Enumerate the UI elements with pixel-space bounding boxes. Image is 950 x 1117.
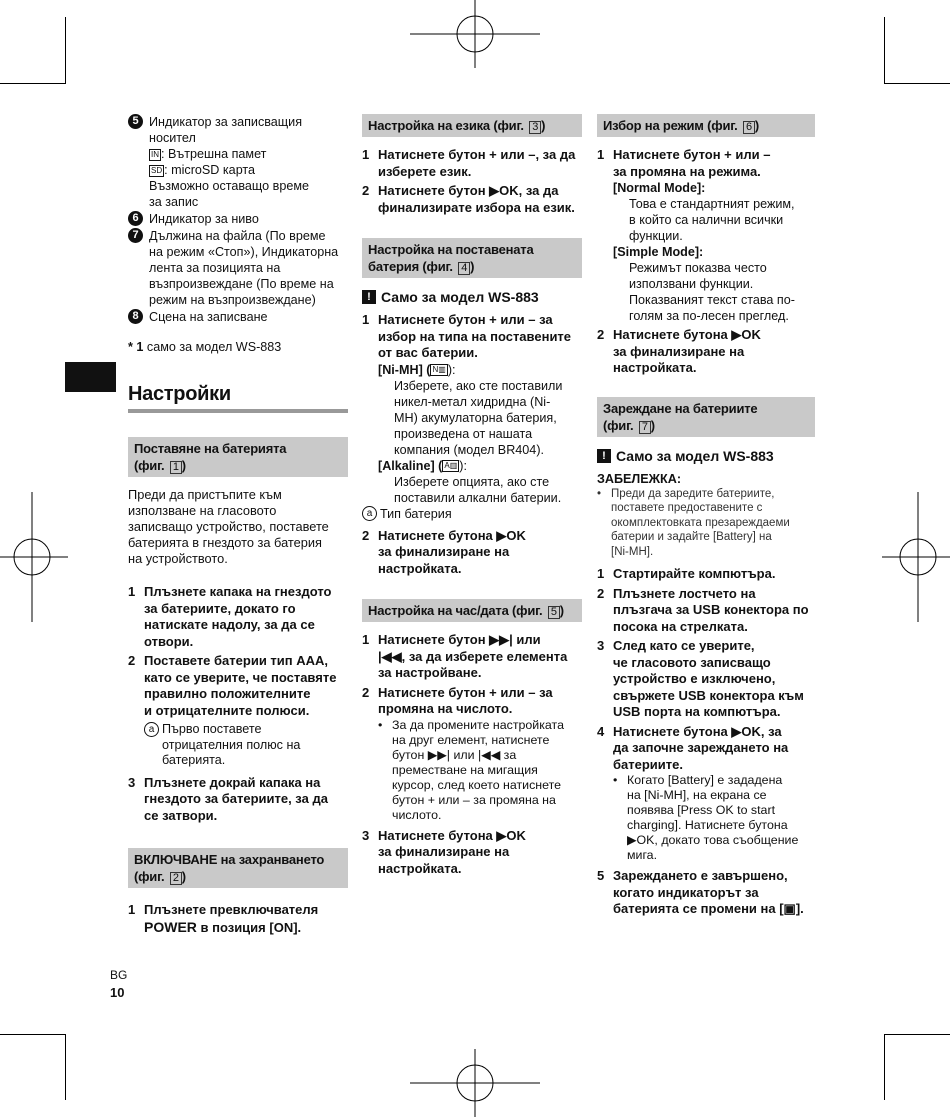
- simple-mode-desc: Режимът показва често използвани функции. Показваният текст става по- голям за по-лесен преглед.: [629, 261, 795, 323]
- time-section-header: Настройка на час/дата (фиг. 5 ): [362, 599, 582, 622]
- column-2: [362, 114, 582, 880]
- nimh-battery-icon: N▥: [432, 365, 446, 375]
- charge-step-4: 4 Натиснете бутона ▶OK, за да започне зареждането на батериите.: [597, 723, 789, 772]
- column-3: [597, 114, 815, 921]
- time-step-2: 2 Натиснете бутон + или – за промяна на числото.: [362, 684, 553, 716]
- charge-step-5: 5 Зареждането е завършено, когато индикаторът за батерията се промени на [▣].: [597, 868, 804, 916]
- time-step-1: 1 Натиснете бутон ▶▶| или |◀◀, за да изберете елемента за настройване.: [362, 632, 568, 680]
- charge-step-3: 3 След като се уверите, че гласовото записващо устройство е изключено, свържете USB конектора към USB порта на компютъра.: [597, 638, 804, 719]
- power-section-header: ВКЛЮЧВАНЕ на захранването (фиг. 2 ): [128, 848, 348, 888]
- microsd-icon: SD: [151, 165, 163, 175]
- language-section-header: Настройка на езика (фиг. 3 ): [362, 114, 582, 137]
- nimh-option: [Ni-MH] ( N▥ ):: [378, 362, 456, 377]
- crop-mark: [884, 83, 950, 84]
- time-bullet: • За да промените настройката на друг елемент, натиснете бутон ▶▶| или |◀◀ за преместване на мигащия курсор, след което натиснете бутон + или – за промяна на числото.: [378, 717, 564, 822]
- crop-mark: [0, 1034, 66, 1035]
- time-step-3: 3 Натиснете бутона ▶OK за финализиране на настройката.: [362, 827, 526, 876]
- model-note-charge: ! Само за модел WS-883: [597, 447, 815, 465]
- exclamation-icon: !: [362, 290, 376, 304]
- crop-mark: [65, 17, 66, 83]
- normal-mode-desc: Това е стандартният режим, в който са налични всички функции.: [629, 197, 795, 243]
- battery-step-1: 1 Плъзнете капака на гнездото за батериите, докато го натискате надолу, за да се отвори.: [128, 584, 332, 649]
- indicator-item-7: 7 Дължина на файла (По време на режим «Стоп»), Индикаторна лента за позицията на възпроизвеждане (По време на режим на възпроизвеждане): [128, 228, 348, 308]
- indicator-item-5: 5 Индикатор за записващия носител IN : Вътрешна памет SD : microSD карта Възможно оставащо време за запис: [128, 114, 348, 210]
- indicator-item-6: 6 Индикатор за ниво: [128, 211, 348, 227]
- battery-type-section-header: Настройка на поставената батерия (фиг. 4 ): [362, 238, 582, 278]
- charge-step-1: 1 Стартирайте компютъра.: [597, 566, 776, 581]
- battery-step-2: 2 Поставете батерии тип AAA, като се уверите, че поставяте правилно положителните и отрицателните полюси.: [128, 653, 337, 718]
- crop-mark: [884, 1034, 950, 1035]
- indicator-item-8: 8 Сцена на записване: [128, 309, 348, 325]
- model-note: ! Само за модел WS-883: [362, 288, 582, 306]
- power-step-1: 1 Плъзнете превключвателя POWER в позиция [ON].: [128, 902, 319, 935]
- battery-type-step-2: 2 Натиснете бутона ▶OK за финализиране на настройката.: [362, 527, 526, 576]
- note-bullet: • Преди да заредите батериите, поставете предоставените с окомплектовката презареждаеми батерии и задайте [Battery] на [Ni-MH].: [597, 487, 790, 558]
- footer-language: BG: [110, 968, 128, 982]
- charge-step-2: 2 Плъзнете лостчето на плъзгача за USB конектора по посока на стрелката.: [597, 585, 809, 634]
- exclamation-icon: !: [597, 449, 611, 463]
- charge-section-header: Зареждане на батериите (фиг. 7 ): [597, 397, 815, 437]
- registration-mark-right: [882, 492, 950, 622]
- battery-intro: Преди да пристъпите към използване на гласовото записващо устройство, поставете батерията в гнездото за батерия на устройството.: [128, 487, 329, 566]
- footnote: * 1 само за модел WS-883: [128, 340, 282, 354]
- chapter-tab: [65, 362, 116, 392]
- battery-type-label: a Тип батерия: [362, 506, 582, 522]
- crop-mark: [884, 1034, 885, 1100]
- language-step-2: 2 Натиснете бутон ▶OK, за да финализирате избора на език.: [362, 183, 575, 215]
- nimh-desc: Изберете, ако сте поставили никел-метал хидридна (Ni- MH) акумулаторна батерия, произведена от нашата компания (модел BR404).: [394, 378, 563, 457]
- registration-mark-top: [410, 0, 540, 68]
- simple-mode-label: [Simple Mode]:: [613, 245, 704, 259]
- battery-type-step-1: 1 Натиснете бутон + или – за избор на типа на поставените от вас батерии.: [362, 312, 572, 360]
- registration-mark-bottom: [410, 1049, 540, 1117]
- registration-mark-left: [0, 492, 68, 622]
- charge-bullet: • Когато [Battery] е зададена на [Ni-MH], на екрана се появява [Press OK to start charging]. Натиснете бутона ▶OK, докато това съобщение мига.: [613, 773, 799, 862]
- section-title: Настройки: [128, 381, 348, 413]
- battery-section-header: Поставяне на батерията (фиг. 1 ): [128, 437, 348, 477]
- language-step-1: 1 Натиснете бутон + или –, за да изберете език.: [362, 147, 576, 179]
- alkaline-option: [Alkaline] ( A▥ ):: [378, 458, 467, 473]
- battery-note-a: a Първо поставете отрицателния полюс на батерията.: [128, 722, 348, 769]
- note-title: ЗАБЕЛЕЖКА:: [597, 471, 682, 486]
- page-number: 10: [110, 985, 125, 1000]
- alkaline-battery-icon: A▥: [444, 461, 458, 471]
- crop-mark: [65, 1034, 66, 1100]
- crop-mark: [884, 17, 885, 83]
- crop-mark: [0, 83, 66, 84]
- internal-memory-icon: IN: [151, 149, 159, 159]
- battery-step-3: 3 Плъзнете докрай капака на гнездото за батериите, за да се затвори.: [128, 774, 328, 823]
- mode-step-2: 2 Натиснете бутона ▶OK за финализиране на настройката.: [597, 327, 761, 375]
- column-1: [128, 114, 348, 939]
- alkaline-desc: Изберете опцията, ако сте поставили алкални батерии.: [394, 474, 562, 505]
- mode-section-header: Избор на режим (фиг. 6 ): [597, 114, 815, 137]
- normal-mode-label: [Normal Mode]:: [613, 181, 706, 195]
- mode-step-1: 1 Натиснете бутон + или – за промяна на режима.: [597, 147, 771, 179]
